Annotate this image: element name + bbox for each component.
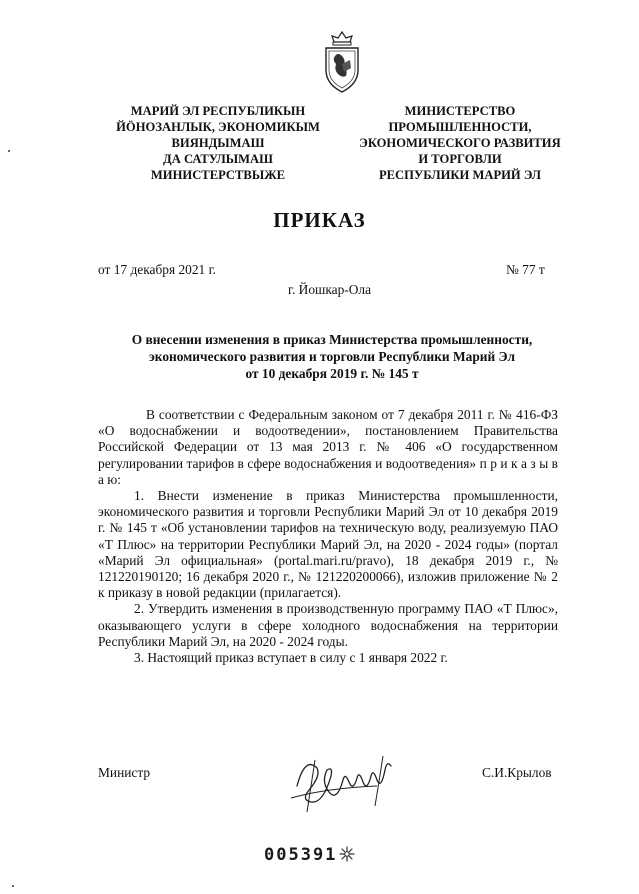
signatory-role: Министр — [98, 765, 151, 780]
order-subject — [98, 331, 566, 382]
order-city: г. Йошкар-Ола — [288, 282, 372, 297]
scan-dot — [8, 150, 10, 152]
signatory-name: С.И.Крылов — [482, 765, 552, 780]
handwritten-signature — [287, 746, 405, 818]
star-stamp-icon — [338, 845, 356, 863]
subject-line: от 10 декабря 2019 г. № 145 т — [245, 366, 419, 381]
header-left-line: МИНИСТЕРСТВЫЖЕ — [150, 168, 286, 182]
document-title: ПРИКАЗ — [273, 208, 366, 232]
order-number: № 77 т — [506, 262, 545, 277]
header-right-line: МИНИСТЕРСТВО — [404, 104, 516, 118]
header-left-line: ВИЯНДЫМАШ — [171, 136, 265, 150]
header-right-line: ЭКОНОМИЧЕСКОГО РАЗВИТИЯ — [359, 136, 561, 150]
subject-line: О внесении изменения в приказ Министерства промышленности, — [131, 332, 533, 347]
header-left-line: ЙӦНОЗАНЛЫК, ЭКОНОМИКЫМ — [116, 120, 320, 134]
order-body — [98, 407, 558, 666]
ministry-name-russian — [350, 103, 570, 183]
body-paragraph: 1. Внести изменение в приказ Министерства промышленности, экономического развития и торговли Республики Марий Эл от 10 декабря 2019 г. № 145 т «Об установлении тарифов на техническую воду, реализуемую ПАО «Т Плюс» на территории Республики Марий Эл, на 2020 - 2024 годы» (портал «Марий Эл официальная» (portal.mari.ru/pravo), 18 декабря 2019 г., № 121220190120; 16 декабря 2020 г., № 121220200066), изложив приложение № 2 к приказу в новой редакции (прилагается). — [98, 488, 558, 601]
body-paragraph: 3. Настоящий приказ вступает в силу с 1 января 2022 г. — [134, 650, 448, 666]
header-right-line: РЕСПУБЛИКИ МАРИЙ ЭЛ — [378, 168, 542, 182]
subject-line: экономического развития и торговли Республики Марий Эл — [149, 349, 515, 364]
header-right-line: И ТОРГОВЛИ — [418, 152, 502, 166]
ministry-name-mari — [98, 103, 338, 183]
body-paragraph: В соответствии с Федеральным законом от 7 декабря 2011 г. № 416-ФЗ «О водоснабжении и водоотведении», постановлением Правительства Российской Федерации от 13 мая 2013 г. № 406 «О государственном регулировании тарифов в сфере водоснабжения и водоотведения» п р и к а з ы в а ю: — [98, 407, 558, 487]
header-left-line: МАРИЙ ЭЛ РЕСПУБЛИКЫН — [130, 104, 306, 118]
order-date: от 17 декабря 2021 г. — [98, 262, 216, 277]
serial-number: 005391 — [264, 845, 338, 865]
header-right-line: ПРОМЫШЛЕННОСТИ, — [388, 120, 532, 134]
scan-dot — [12, 885, 14, 887]
header-left-line: ДА САТУЛЫМАШ — [163, 152, 273, 166]
coat-of-arms-icon — [320, 30, 364, 94]
body-paragraph: 2. Утвердить изменения в производственную программу ПАО «Т Плюс», оказывающего услуги в сфере холодного водоснабжения на территории Республики Марий Эл, на 2020 - 2024 годы. — [98, 601, 558, 649]
